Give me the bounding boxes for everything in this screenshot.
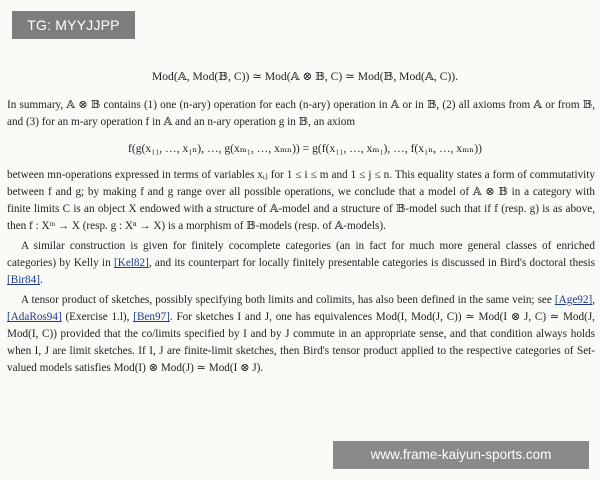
text-span: . For sketches I and J, one has equivalences Mod(I, Mod(J, C)) ≃ Mod(I ⊗ J, C) ≃ Mod(J, Mod(I, C)) provided that the co/limits specified by I and by J commute in an appropriate sense, and that condition always holds when I, J are limit sketches. If I, J are finite-limit sketches, then Bird's tensor product applied to the respective categories of Set-valued models satisfies Mod(I) ⊗ Mod(J) ≃ Mod(I ⊗ J). [7, 311, 595, 374]
text-span: , and its counterpart for locally finitely presentable categories is discussed in Bird's doctoral thesis [148, 257, 595, 269]
equation-mod-equivalence: Mod(𝔸, Mod(𝔹, C)) ≃ Mod(𝔸 ⊗ 𝔹, C) ≃ Mod(𝔹, Mod(𝔸, C)). [151, 70, 459, 83]
watermark-bottom-right: www.frame-kaiyun-sports.com [333, 441, 589, 469]
paragraph-summary: In summary, 𝔸 ⊗ 𝔹 contains (1) one (n-ary) operation for each (n-ary) operation in 𝔸 or in 𝔹, (2) all axioms from 𝔸 or from 𝔹, and (3) for an m-ary operation f in 𝔸 and an n-ary operation g in 𝔹, an axiom [7, 99, 595, 128]
citation-link-bir84[interactable]: [Bir84] [7, 274, 40, 286]
text-span: . [39, 274, 43, 286]
text-span: A tensor product of sketches, possibly specifying both limits and colimits, has also been defined in the same vein; see [21, 294, 555, 306]
citation-link-adaros94[interactable]: [AdaRos94] [7, 311, 62, 323]
citation-link-ben97[interactable]: [Ben97] [133, 311, 170, 323]
document-body [7, 68, 595, 377]
citation-link-age92[interactable]: [Age92] [554, 294, 593, 306]
paragraph-similar-construction [7, 238, 595, 289]
text-span: (Exercise 1.l), [61, 311, 134, 323]
paragraph-commutativity: between mn-operations expressed in terms of variables xᵢⱼ for 1 ≤ i ≤ m and 1 ≤ j ≤ n. This equality states a form of commutativity between f and g; by making f and g range over all possible operations, we conclude that a model of 𝔸 ⊗ 𝔹 in a category with finite limits C is an object X endowed with a structure of 𝔸-model and a structure of 𝔹-model such that if f (resp. g) is as above, then f : Xᵐ → X (resp. g : Xⁿ → X) is a morphism of 𝔹-models (resp. of 𝔸-models). [7, 169, 595, 232]
text-span: , [592, 294, 595, 306]
equation-commutativity-axiom: f(g(x₁₁, …, x₁ₙ), …, g(xₘ₁, …, xₘₙ)) = g(f(x₁₁, …, xₘ₁), …, f(x₁ₙ, …, xₘₙ)) [128, 142, 482, 155]
watermark-top-left: TG: MYYJJPP [12, 11, 135, 39]
paragraph-tensor-sketches [7, 292, 595, 377]
citation-link-kel82[interactable]: [Kel82] [114, 257, 149, 269]
text-span: A similar construction is given for finitely cocomplete categories (an in fact for much more general classes of enriched categories) by Kelly in [7, 240, 595, 269]
